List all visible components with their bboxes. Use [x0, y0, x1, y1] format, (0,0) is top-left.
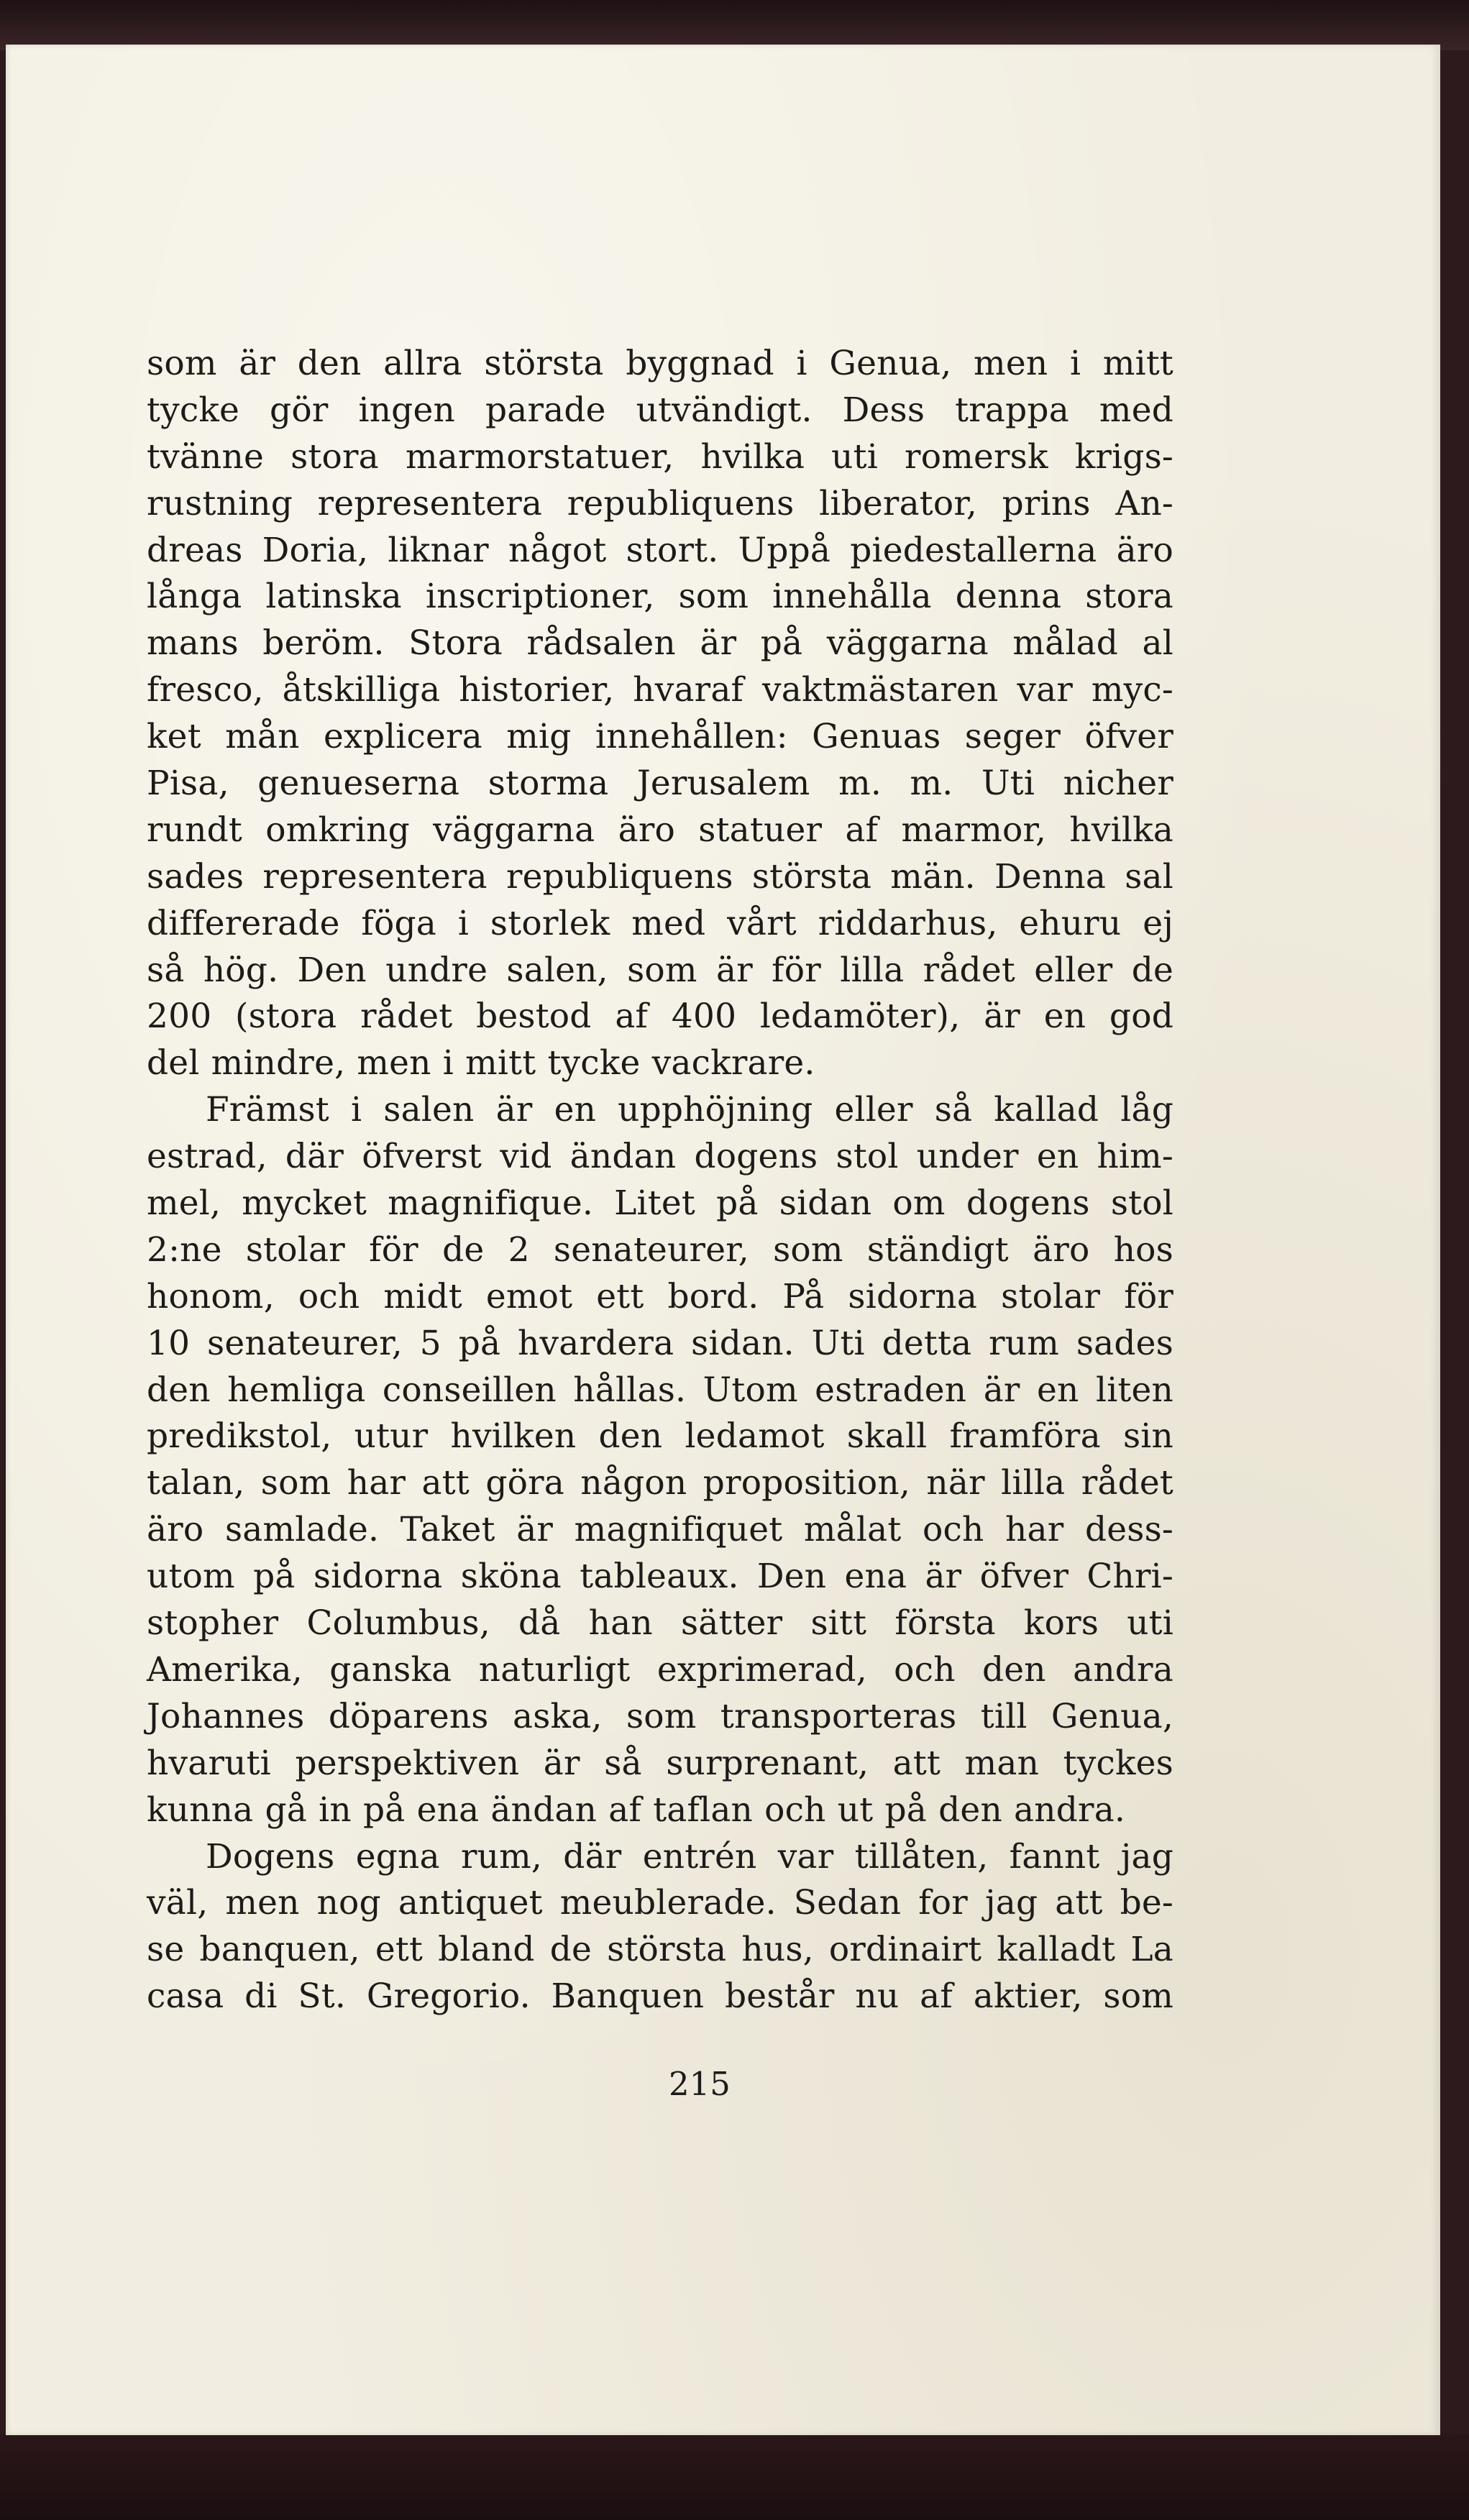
text-line: casa di St. Gregorio. Banquen består nu af aktier, som	[147, 1976, 1173, 2017]
text-line: 2:ne stolar för de 2 senateurer, som ständigt äro hos	[147, 1229, 1173, 1270]
text-line: mel, mycket magnifique. Litet på sidan om dogens stol	[147, 1183, 1173, 1224]
text-line: så hög. Den undre salen, som är för lilla rådet eller de	[147, 950, 1173, 990]
text-line: utom på sidorna sköna tableaux. Den ena är öfver Chri-	[147, 1557, 1173, 1597]
text-line: predikstol, utur hvilken den ledamot skall framföra sin	[147, 1416, 1173, 1457]
text-line: honom, och midt emot ett bord. På sidorna stolar för	[147, 1276, 1173, 1316]
text-line: dreas Doria, liknar något stort. Uppå piedestallerna äro	[147, 530, 1173, 570]
text-line: tycke gör ingen parade utvändigt. Dess trappa med	[147, 390, 1173, 430]
text-line: tvänne stora marmorstatuer, hvilka uti romersk krigs-	[147, 436, 1173, 477]
text-line: kunna gå in på ena ändan af taflan och ut på den andra.	[147, 1790, 1126, 1830]
text-line: Johannes döparens aska, som transporteras till Genua,	[147, 1696, 1173, 1736]
text-line: talan, som har att göra någon proposition, när lilla rådet	[147, 1463, 1173, 1503]
text-line: rustning representera republiquens liberator, prins An-	[147, 483, 1173, 523]
text-line: differerade föga i storlek med vårt riddarhus, ehuru ej	[147, 903, 1173, 943]
text-line: hvaruti perspektiven är så surprenant, att man tyckes	[147, 1743, 1173, 1783]
text-line: Pisa, genueserna storma Jerusalem m. m. Uti nicher	[147, 764, 1173, 804]
text-line: Amerika, ganska naturligt exprimerad, och den andra	[147, 1649, 1173, 1690]
text-line: rundt omkring väggarna äro statuer af marmor, hvilka	[147, 810, 1173, 850]
text-line: se banquen, ett bland de största hus, ordinairt kalladt La	[147, 1930, 1173, 1970]
text-line: del mindre, men i mitt tycke vackrare.	[147, 1043, 815, 1083]
book-cover-edge-bottom	[0, 2434, 1469, 2520]
text-line: estrad, där öfverst vid ändan dogens stol under en him-	[147, 1137, 1173, 1177]
text-line: den hemliga conseillen hållas. Utom estraden är en liten	[147, 1370, 1173, 1410]
text-line: som är den allra största byggnad i Genua, men i mitt	[147, 344, 1173, 383]
text-line: stopher Columbus, då han sätter sitt första kors uti	[147, 1603, 1173, 1644]
text-line: fresco, åtskilliga historier, hvaraf vaktmästaren var myc-	[147, 670, 1173, 710]
text-line: 10 senateurer, 5 på hvardera sidan. Uti detta rum sades	[147, 1323, 1173, 1363]
body-text	[147, 341, 1173, 2020]
book-page	[6, 45, 1440, 2435]
book-cover-edge-top	[0, 0, 1469, 50]
text-line: ket mån explicera mig innehållen: Genuas seger öfver	[147, 717, 1173, 757]
text-line: 200 (stora rådet bestod af 400 ledamöter), är en god	[147, 996, 1173, 1037]
text-line: sades representera republiquens största män. Denna sal	[147, 856, 1173, 897]
text-line: äro samlade. Taket är magnifiquet målat och har dess-	[147, 1510, 1173, 1550]
text-line: Dogens egna rum, där entrén var tillåten, fannt jag	[206, 1836, 1173, 1877]
text-line: väl, men nog antiquet meublerade. Sedan for jag att be-	[147, 1883, 1173, 1923]
text-line: Främst i salen är en upphöjning eller så kallad låg	[206, 1090, 1173, 1130]
page-number: 215	[669, 2065, 731, 2103]
text-line: mans beröm. Stora rådsalen är på väggarna målad al	[147, 623, 1173, 664]
text-line: långa latinska inscriptioner, som innehålla denna stora	[147, 577, 1173, 617]
